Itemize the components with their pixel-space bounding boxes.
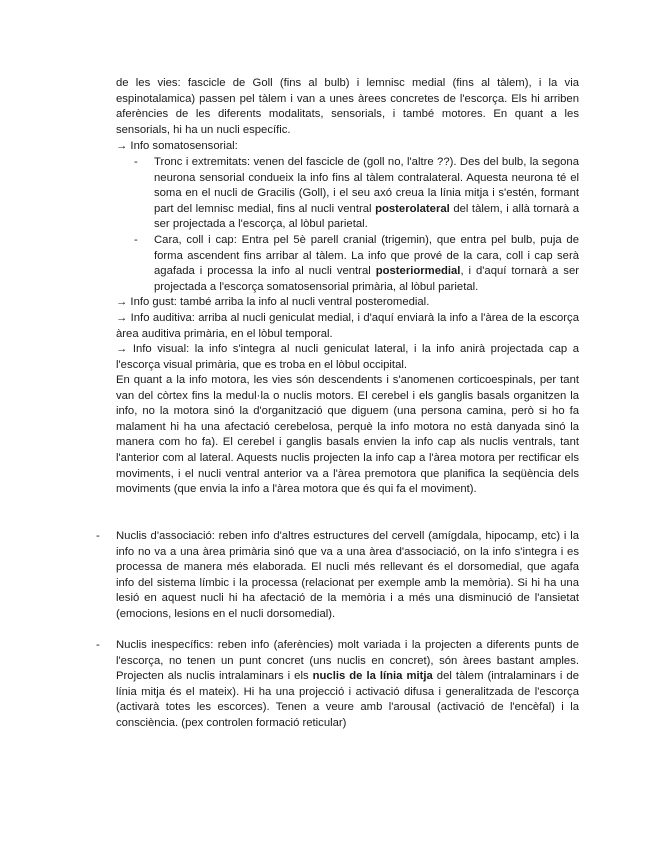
- associacio-paragraph: Nuclis d'associació: reben info d'altres estructures del cervell (amígdala, hipocamp, etc) i la info no va a una àrea primària sinó que va a una àrea d'associació, on la info s'integra i es processa de manera més elaborada. El nucli més rellevant és el dorsomedial, que agafa info del sistema límbic i la processa (relacionat per exemple amb la memòria). Si hi ha una lesió en aquest nucli hi ha afectació de la memòria i a més una disminució de l'ansietat (emocions, lesions en el nucli dorsomedial).: [116, 530, 579, 620]
- linia-mitja-bold: nuclis de la línia mitja: [312, 670, 433, 683]
- cara-paragraph: Cara, coll i cap: Entra pel 5è parell cranial (trigemin), que entra pel bulb, puja de forma ascendent fins arribar al tàlem. La info que prové de la cara, coll i cap serà agafada i processa la info al nucli ventral posteriormedial, i d'aquí tornarà a ser projectada a l'escorça somatosensorial primària, al lòbul parietal.: [154, 234, 580, 293]
- inespecifics-paragraph: Nuclis inespecífics: reben info (aferències) molt variada i la projecten a diferents punts de l'escorça, no tenen un punt concret (uns nuclis en concret), són àrees bastant amples. Projecten als nuclis intralaminars i els nuclis de la línia mitja del tàlem (intralaminars i de línia mitja és el mateix). Hi ha una projecció i activació difusa i generalitzada de l'escorça (activarà totes les escorces). Tenen a veure amb l'arousal (activació de l'encèfal) i la consciència. (pex controlen formació reticular): [116, 639, 579, 729]
- posterolateral-bold: posterolateral: [375, 202, 450, 215]
- auditiva-paragraph: → Info auditiva: arriba al nucli geniculat medial, i d'aquí enviarà la info a l'àrea de la escorça àrea auditiva primària, en el lòbul temporal.: [116, 312, 579, 340]
- gust-line: → Info gust: també arriba la info al nucli ventral posteromedial.: [116, 296, 430, 308]
- list-dash: -: [96, 530, 100, 542]
- list-dash: -: [96, 639, 100, 651]
- visual-paragraph: → Info visual: la info s'integra al nucli geniculat lateral, i la info anirà projectada cap a l'escorça visual primària, que es troba en el lòbul occipital.: [116, 343, 579, 371]
- list-dash: -: [134, 156, 138, 168]
- list-dash: -: [134, 234, 138, 246]
- intro-paragraph: de les vies: fascicle de Goll (fins al bulb) i lemnisc medial (fins al tàlem), i la via espinotalamica) passen pel tàlem i van a unes àrees concretes de l'escorça. Els hi arriben aferències de les diferents modalitats, sensorials, i també motores. En quant a les sensorials, hi ha un nucli específic.: [116, 77, 579, 136]
- somatosensory-heading: → Info somatosensorial:: [116, 140, 238, 152]
- tronc-paragraph: Tronc i extremitats: venen del fascicle de (goll no, l'altre ??). Des del bulb, la segona neurona sensorial condueix la info fins al tàlem contralateral. Aquesta neurona té el soma en el nucli de Gracilis (Goll), i el seu axó creua la línia mitja i s'estén, formant part del lemnisc medial, fins al nucli ventral posterolateral del tàlem, i allà tornarà a ser projectada a l'escorça, al lòbul parietal.: [154, 156, 580, 231]
- motora-paragraph: En quant a la info motora, les vies són descendents i s'anomenen corticoespinals, per tant van del còrtex fins la medul·la o nuclis motors. El cerebel i els ganglis basals organitzen la info, no la motora sinó la d'organització que diguem (una persona camina, però si ho fa malament hi ha una afectació cerebelosa, perquè la info motora no està danyada sinó la manera com ho fa). El cerebel i ganglis basals envien la info cap als nuclis ventrals, tant l'anterior com al lateral. Aquests nuclis projecten la info cap a l'àrea motora per rectificar els moviments, i el nucli ventral anterior va a l'àrea premotora que planifica la seqüència dels moviments (que envia la info a l'àrea motora que és qui fa el moviment).: [116, 374, 579, 496]
- posteriormedial-bold: posteriormedial: [375, 265, 461, 278]
